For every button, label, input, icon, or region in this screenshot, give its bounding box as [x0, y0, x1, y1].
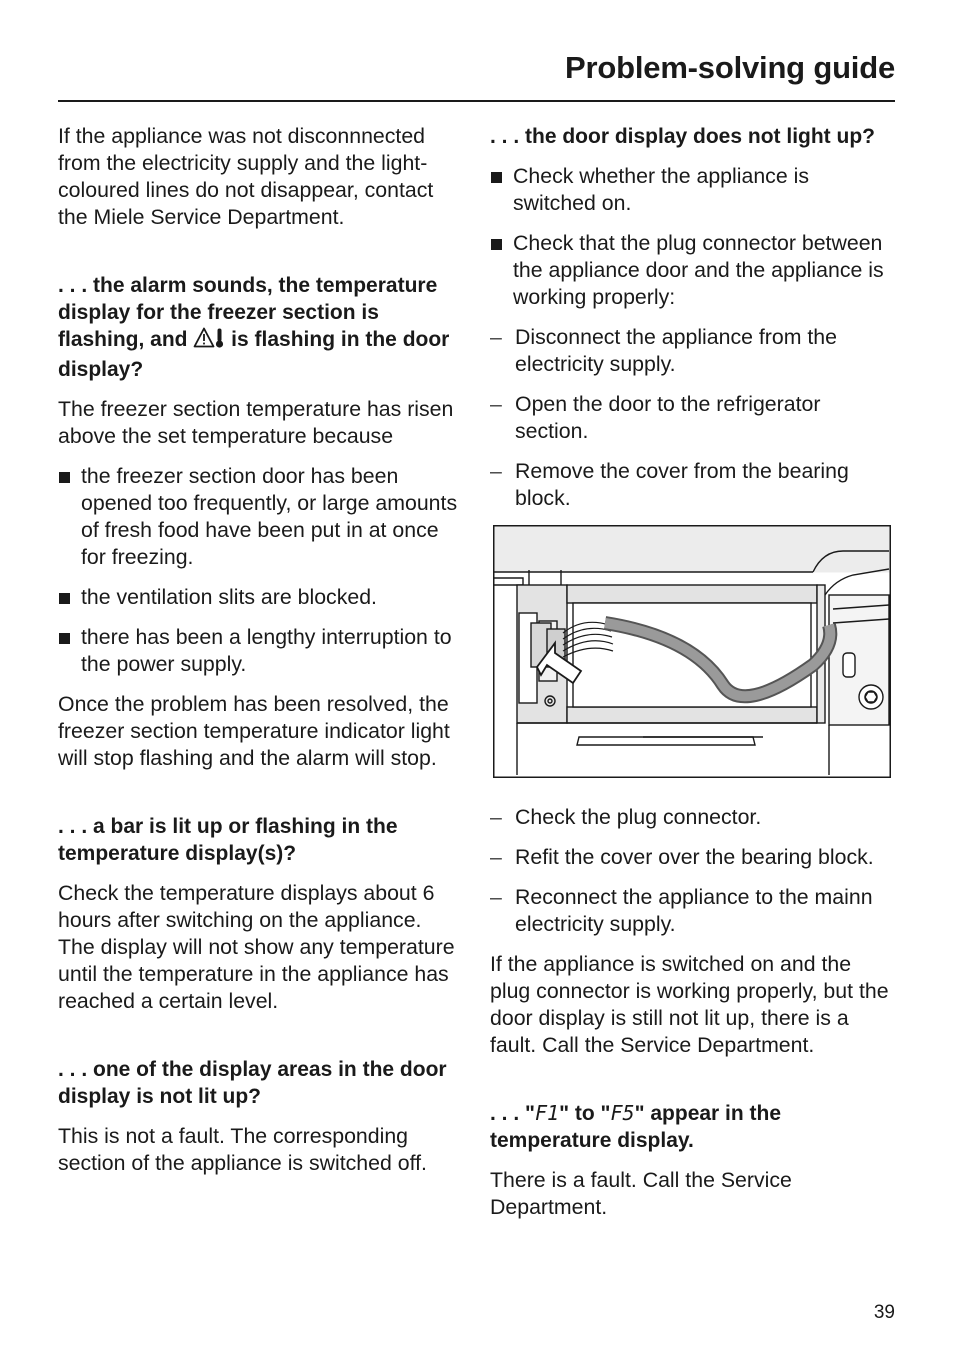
alarm-resolution: Once the problem has been resolved, the freezer section temperature indicator light will stop flashing and the alarm will stop. [58, 692, 450, 770]
page-number: 39 [873, 1302, 895, 1323]
list-item: there has been a lengthy interruption to the power supply. [58, 624, 462, 678]
list-item: – Refit the cover over the bearing block. [490, 844, 892, 871]
door-conclusion: If the appliance is switched on and the plug connector is working properly, but the door display is still not lit up, there is a fault. Call the Service Department. [490, 952, 889, 1057]
fault-code-end: F5 [610, 1101, 635, 1125]
door-checks-list [490, 163, 892, 311]
left-column [58, 123, 462, 1190]
alarm-heading-text-end: is flashing in the door display? [58, 328, 450, 381]
list-item: – Disconnect the appliance from the electricity supply. [490, 324, 892, 378]
display-areas-heading: . . . one of the display areas in the door display is not lit up? [58, 1058, 447, 1108]
bar-body: Check the temperature displays about 6 hours after switching on the appliance. The display will not show any temperature until the temperature in the appliance has reached a certain level. [58, 881, 455, 1013]
list-item: Check whether the appliance is switched on. [490, 163, 892, 217]
alarm-causes-list [58, 463, 462, 678]
title-divider [58, 100, 895, 102]
list-item: Check that the plug connector between the appliance door and the appliance is working properly: [490, 230, 892, 311]
list-item: – Reconnect the appliance to the mainn electricity supply. [490, 884, 892, 938]
fault-heading-mid: " to " [559, 1102, 611, 1125]
alarm-heading-text: . . . the alarm sounds, the temperature display for the freezer section is flashing, and [58, 274, 438, 351]
list-item: – Check the plug connector. [490, 804, 892, 831]
display-areas-body: This is not a fault. The corresponding section of the appliance is switched off. [58, 1124, 427, 1175]
list-item: – Remove the cover from the bearing block. [490, 458, 892, 512]
fault-body: There is a fault. Call the Service Department. [490, 1168, 792, 1219]
door-steps-after-list [490, 804, 892, 938]
fault-heading-prefix: . . . " [490, 1102, 535, 1125]
intro-paragraph: If the appliance was not disconnnected from the electricity supply and the light-coloured lines do not disappear, contact the Miele Service Department. [58, 124, 434, 229]
fault-heading-suffix: " appear in the temperature display. [490, 1102, 782, 1152]
fault-code-start: F1 [534, 1101, 560, 1125]
fault-code-heading [490, 1100, 892, 1154]
warning-thermometer-icon [193, 327, 225, 356]
list-item: the ventilation slits are blocked. [58, 584, 462, 611]
door-steps-list [490, 324, 892, 512]
page-title: Problem-solving guide [565, 50, 895, 85]
door-display-heading: . . . the door display does not light up? [490, 125, 875, 148]
bar-heading: . . . a bar is lit up or flashing in the temperature display(s)? [58, 815, 398, 865]
list-item: the freezer section door has been opened too frequently, or large amounts of fresh food have been put in at once for freezing. [58, 463, 462, 571]
alarm-body: The freezer section temperature has risen above the set temperature because [58, 397, 454, 448]
alarm-heading [58, 272, 462, 383]
right-column [490, 123, 892, 1234]
list-item: – Open the door to the refrigerator section. [490, 391, 892, 445]
bearing-block-plug-connector-illustration [493, 525, 891, 778]
